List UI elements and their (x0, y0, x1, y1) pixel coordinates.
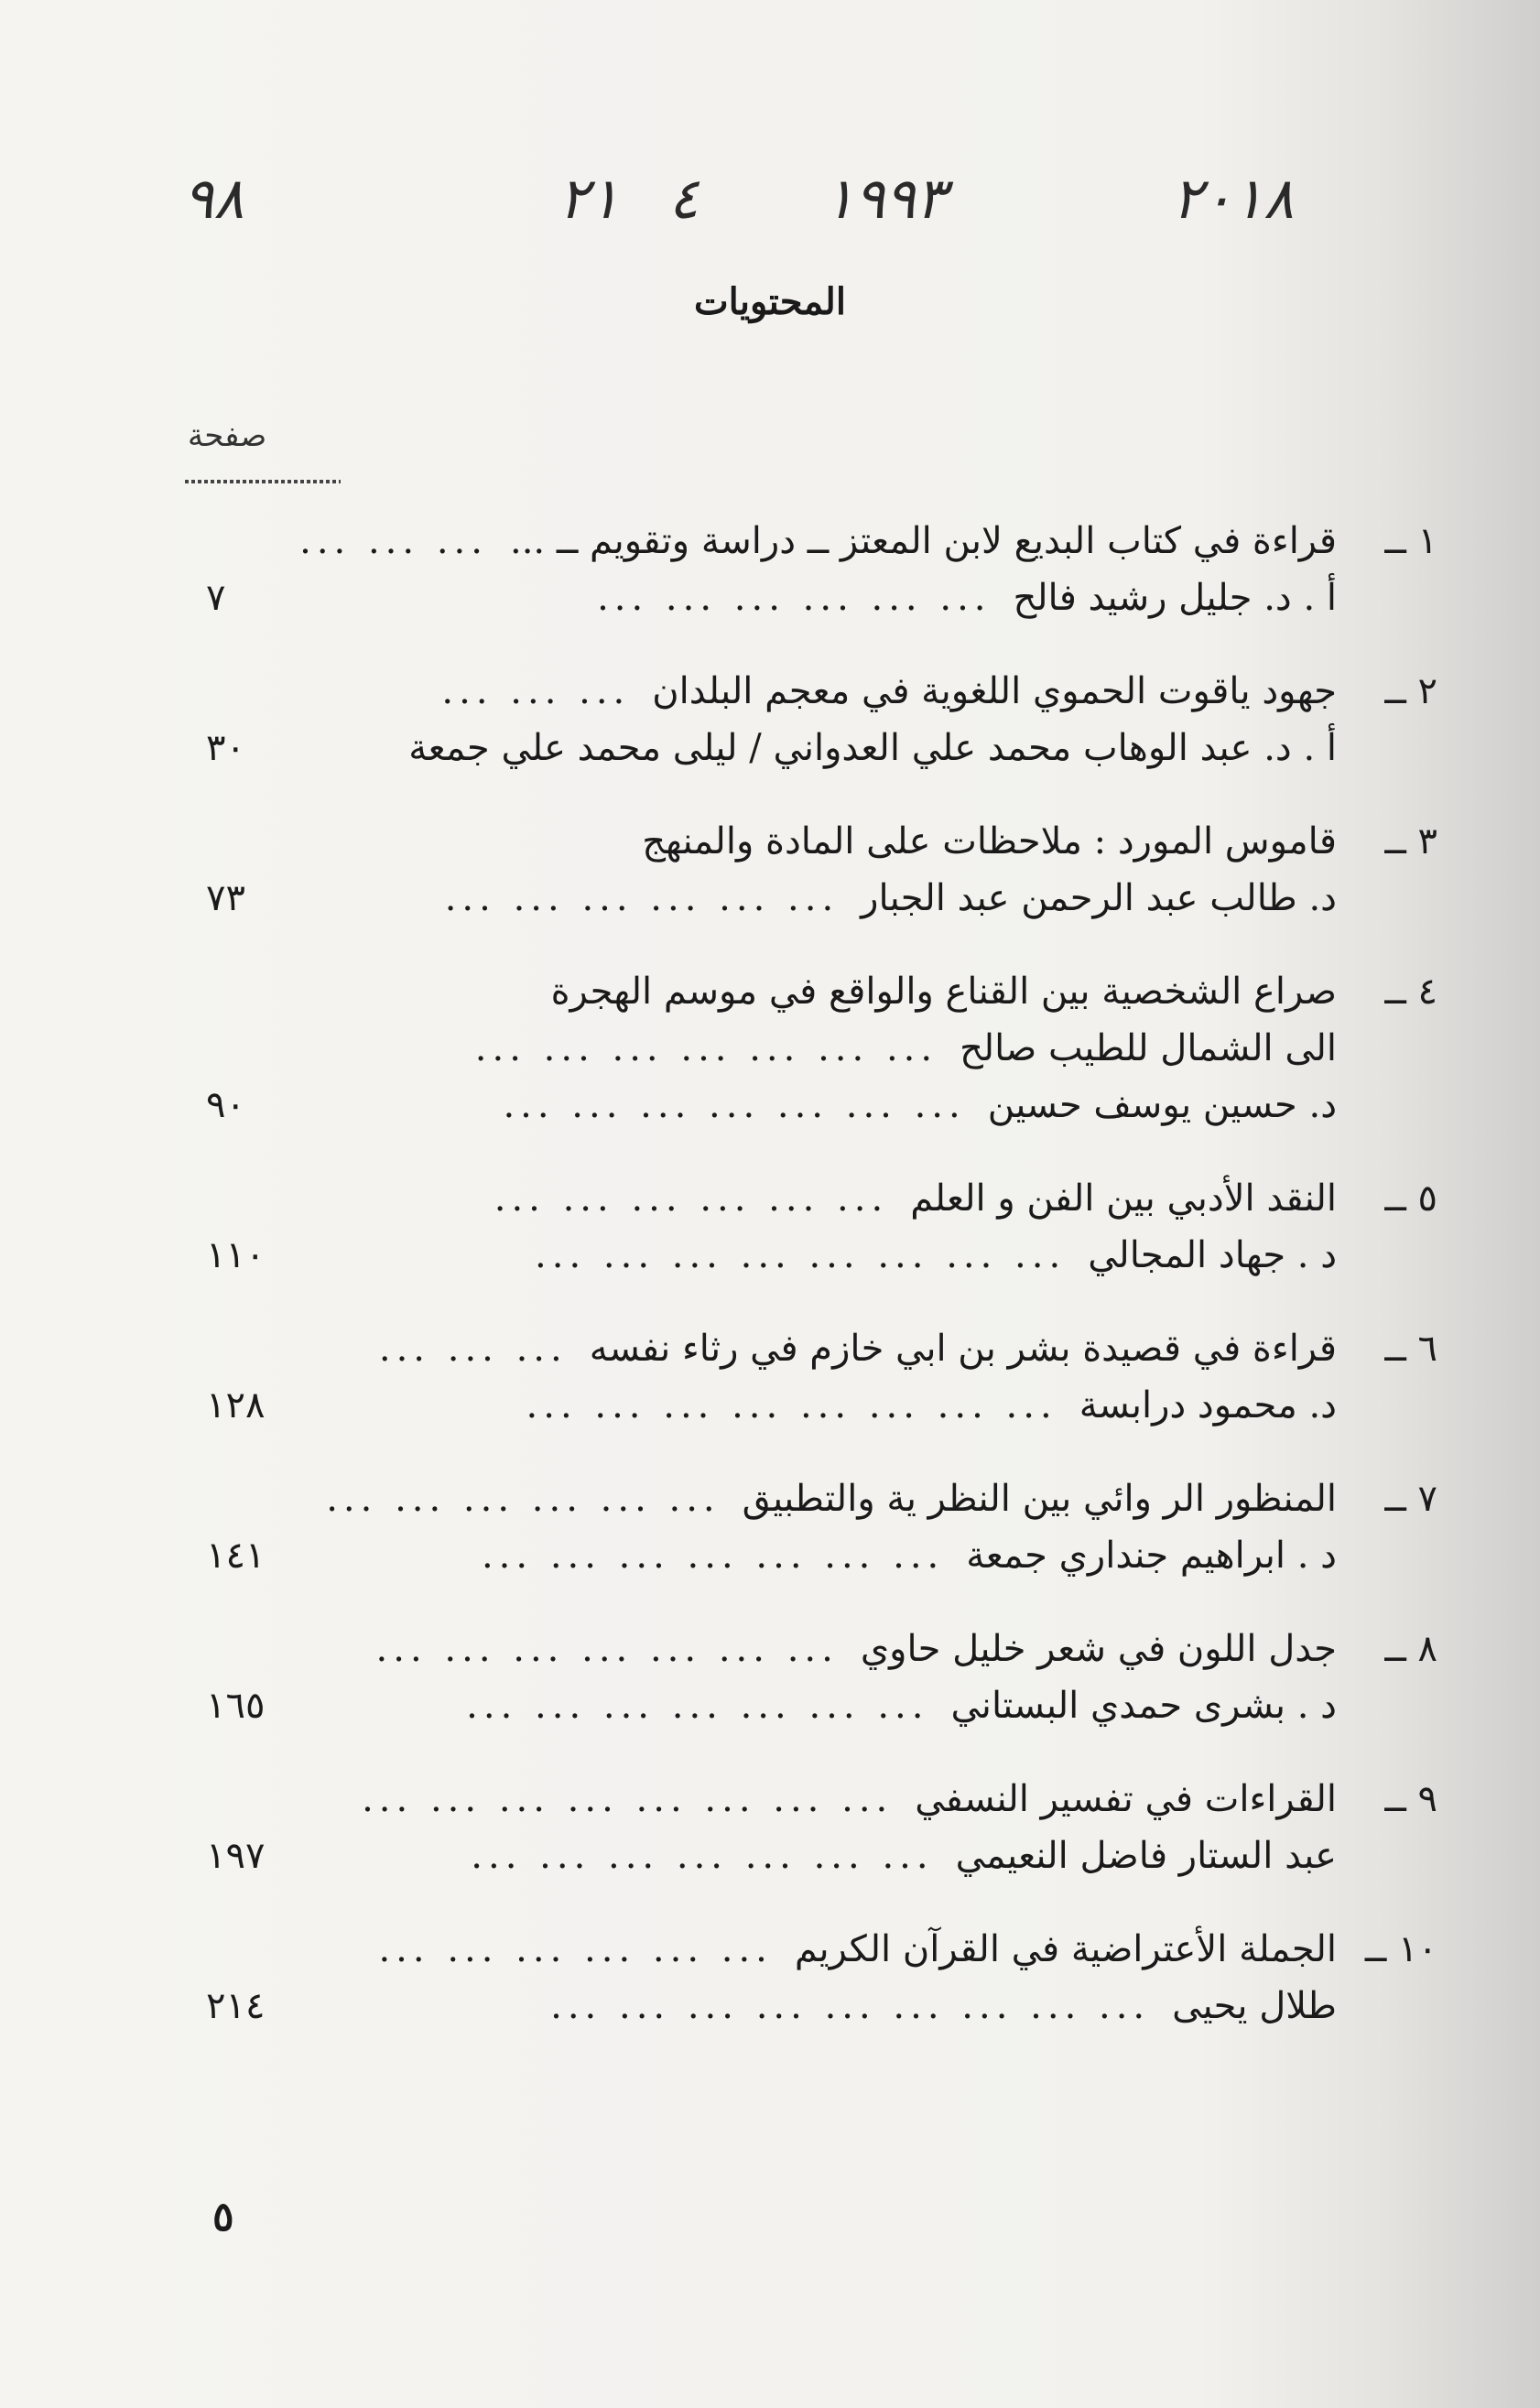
toc-entry-author: د. محمود درابسة (1079, 1384, 1337, 1426)
toc-leader-dots: ... ... ... ... ... ... ... ... (526, 1384, 1057, 1426)
toc-entry-title: القراءات في تفسير النسفي (915, 1778, 1337, 1820)
toc-entry-author-line (188, 1677, 1437, 1734)
toc-entry-author: د . ابراهيم جنداري جمعة (966, 1535, 1337, 1577)
toc-leader-dots: ... ... ... (299, 520, 488, 562)
handwritten-date-month: ٤ (668, 165, 700, 232)
toc-entry-author: د. حسين يوسف حسين (987, 1084, 1337, 1126)
table-of-contents (188, 513, 1437, 2034)
toc-entry-author: طلال يحيى (1172, 1985, 1337, 2027)
toc-page-number: ١٦٥ (206, 1685, 266, 1727)
toc-entry-author: د . جهاد المجالي (1088, 1234, 1337, 1276)
toc-entry-author-line (188, 1227, 1437, 1284)
toc-entry-title-line (188, 1470, 1437, 1527)
toc-page-number: ١٩٧ (206, 1835, 266, 1877)
toc-leader-dots: ... ... ... ... ... ... ... (471, 1835, 934, 1877)
toc-page-number: ٢١٤ (206, 1985, 266, 2027)
toc-page-number: ٣٠ (206, 727, 245, 769)
handwritten-ref: ٩٨ (183, 165, 244, 232)
toc-entry-title-line (188, 963, 1437, 1020)
toc-entry-author-line (188, 1077, 1437, 1133)
toc-entry-number: ٦ ــ (1384, 1328, 1437, 1370)
toc-entry-author-line (188, 1377, 1437, 1434)
toc-entry-title: النقد الأدبي بين الفن و العلم (910, 1177, 1337, 1220)
toc-leader-dots: ... ... ... ... ... ... ... ... ... (550, 1985, 1151, 2027)
toc-entry-author-line (188, 1527, 1437, 1584)
toc-entry-author: أ . د. جليل رشيد فالح (1013, 577, 1337, 619)
toc-leader-dots: ... ... ... ... ... ... (378, 1928, 773, 1970)
toc-entry-number: ٩ ــ (1384, 1778, 1437, 1820)
toc-leader-dots: ... ... ... ... ... ... ... (375, 1628, 839, 1670)
toc-entry-author-line (188, 720, 1437, 776)
toc-entry-author: الى الشمال للطيب صالح (960, 1027, 1337, 1069)
toc-entry-title: قراءة في قصيدة بشر بن ابي خازم في رثاء نفسه (589, 1328, 1337, 1370)
toc-entry-title-line (188, 1621, 1437, 1677)
toc-leader-dots: ... ... ... ... ... ... ... (481, 1535, 945, 1577)
page-column-header: صفحة (188, 418, 267, 454)
toc-page-number: ١٤١ (206, 1535, 266, 1577)
toc-entry-title-line (188, 1771, 1437, 1828)
toc-entry-title-line (188, 1320, 1437, 1377)
toc-leader-dots: ... ... ... ... ... ... (326, 1478, 721, 1520)
toc-entry-number: ١ ــ (1384, 520, 1437, 562)
toc-entry-author-line (188, 569, 1437, 626)
toc-entry-title: المنظور الر وائي بين النظر ية والتطبيق (742, 1478, 1337, 1520)
toc-entry-title: جدل اللون في شعر خليل حاوي (860, 1628, 1337, 1670)
toc-leader-dots: ... ... ... (441, 670, 631, 712)
toc-entry-author-line (188, 1020, 1437, 1077)
toc-leader-dots: ... ... ... ... ... ... ... (466, 1685, 929, 1727)
toc-page-number: ٧ (206, 577, 226, 619)
handwritten-year: ١٩٩٣ (824, 165, 947, 232)
toc-page-number: ١٢٨ (206, 1384, 266, 1426)
toc-leader-dots: ... ... ... ... ... ... ... ... (362, 1778, 894, 1820)
toc-entry-author-line (188, 1978, 1437, 2034)
toc-entry-author: أ . د. عبد الوهاب محمد علي العدواني / ليلى محمد علي جمعة (408, 727, 1337, 769)
toc-page-number: ١١٠ (206, 1234, 266, 1276)
toc-entry-author: د. طالب عبد الرحمن عبد الجبار (861, 877, 1337, 919)
toc-entry-title: جهود ياقوت الحموي اللغوية في معجم البلدان (652, 670, 1337, 712)
toc-entry-title-line (188, 1170, 1437, 1227)
toc-entry-title: الجملة الأعتراضية في القرآن الكريم (794, 1928, 1337, 1970)
toc-entry-title: قراءة في كتاب البديع لابن المعتز ــ دراسة وتقويم ــ ... (509, 520, 1337, 562)
toc-entry-title-line (188, 813, 1437, 870)
toc-leader-dots: ... ... ... ... ... ... ... (474, 1027, 938, 1069)
toc-leader-dots: ... ... ... ... ... ... (493, 1177, 889, 1220)
toc-entry-title-line (188, 663, 1437, 720)
toc-leader-dots: ... ... ... ... ... ... ... ... (535, 1234, 1067, 1276)
handwritten-code: ٢٠١٨ (1172, 165, 1295, 232)
toc-entry-number: ٢ ــ (1384, 670, 1437, 712)
toc-entry-number: ٧ ــ (1384, 1478, 1437, 1520)
toc-page-number: ٧٣ (206, 877, 245, 919)
toc-leader-dots: ... ... ... (378, 1328, 568, 1370)
page-number: ٥ (212, 2194, 234, 2240)
toc-leader-dots: ... ... ... ... ... ... ... (503, 1084, 966, 1126)
toc-entry-author-line (188, 870, 1437, 927)
toc-entry-author-line (188, 1828, 1437, 1884)
page-column-rule (185, 480, 341, 483)
toc-entry-author: د . بشرى حمدي البستاني (950, 1685, 1337, 1727)
toc-entry-title: قاموس المورد : ملاحظات على المادة والمنهج (642, 820, 1337, 862)
toc-leader-dots: ... ... ... ... ... ... (444, 877, 840, 919)
toc-entry-author: عبد الستار فاضل النعيمي (955, 1835, 1337, 1877)
page-title: المحتويات (694, 280, 846, 323)
toc-entry-number: ٨ ــ (1384, 1628, 1437, 1670)
toc-entry-title-line (188, 513, 1437, 569)
toc-entry-number: ٣ ــ (1384, 820, 1437, 862)
toc-entry-number: ٤ ــ (1384, 971, 1437, 1013)
toc-page-number: ٩٠ (206, 1084, 245, 1126)
toc-leader-dots: ... ... ... ... ... ... (597, 577, 992, 619)
toc-entry-title: صراع الشخصية بين القناع والواقع في موسم الهجرة (550, 971, 1337, 1013)
toc-entry-number: ٥ ــ (1384, 1177, 1437, 1220)
toc-entry-number: ١٠ ــ (1364, 1928, 1437, 1970)
toc-entry-title-line (188, 1921, 1437, 1978)
handwritten-date-day: ٢١ (559, 165, 620, 232)
